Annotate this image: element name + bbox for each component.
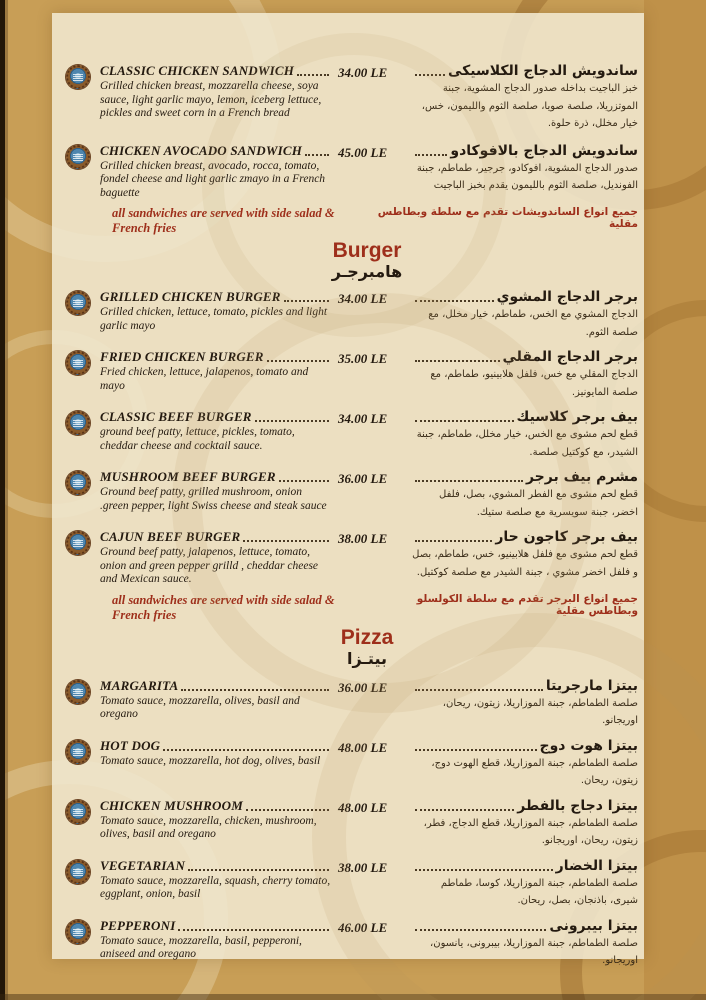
item-name-ar: بيتزا الخضار [555, 857, 638, 874]
item-price: 36.00 LE [338, 679, 388, 695]
item-desc-en: Tomato sauce, mozzarella, squash, cherry tomato, eggplant, onion, basil [100, 874, 331, 901]
item-name-en: FRIED CHICKEN BURGER [100, 349, 264, 365]
item-desc-en: Grilled chicken, lettuce, tomato, pickles and light garlic mayo [100, 306, 328, 332]
note-text-en: all sandwiches are served with side salad & French fries [112, 592, 335, 622]
section-title-en: Pizza [340, 625, 394, 649]
restaurant-seal-icon [66, 680, 90, 704]
note-text-en: all sandwiches are served with side salad & French fries [112, 206, 335, 236]
note-text-ar: جميع انواع الساندويشات تقدم مع سلطة وبطاطس مقلية [377, 206, 638, 231]
item-name-en: CLASSIC CHICKEN SANDWICH [100, 63, 295, 78]
item-name-ar: ساندويش الدجاج الكلاسيكى [447, 63, 638, 79]
note-text-ar: جميع انواع البرجر تقدم مع سلطة الكولسلو وبطاطس مقلية [416, 592, 638, 617]
item-name-ar: بيتزا دجاج بالفطر [517, 797, 638, 814]
restaurant-seal-icon [66, 145, 90, 169]
item-name-ar: بيف برجر كاجون حار [495, 529, 638, 546]
restaurant-seal-icon [66, 65, 90, 89]
restaurant-seal-icon [66, 920, 90, 944]
section-title-ar: هامبرجـر [331, 262, 403, 282]
item-desc-ar: قطع لحم مشوى مع الفطر المشوي، بصل، فلفل اخضر، جبنة سويسرية مع صلصة ستيك. [439, 489, 638, 518]
item-name-en: MUSHROOM BEEF BURGER [100, 469, 276, 485]
dotted-leader [178, 929, 329, 931]
item-desc-ar: صلصة الطماطم، جبنة الموزاريلا، بيبرونى، يانسون، اوريجانو. [430, 937, 638, 967]
item-price: 45.00 LE [338, 144, 388, 160]
item-name-en: CHICKEN AVOCADO SANDWICH [100, 142, 303, 158]
item-desc-en: Tomato sauce, mozzarella, olives, basil and oregano [100, 694, 300, 721]
restaurant-seal-icon [66, 471, 90, 495]
item-name-ar: برجر الدجاج المقلي [502, 349, 638, 366]
item-desc-en: Grilled chicken breast, avocado, rocca, tomato, fondel cheese and light garlic zmayo in a French baguette [100, 159, 326, 199]
restaurant-seal-icon [66, 800, 90, 824]
item-name-ar: برجر الدجاج المشوي [496, 289, 638, 306]
item-desc-ar: الدجاج المشوي مع الخس، طماطم، خيار مخلل، مع صلصة الثوم. [428, 309, 638, 338]
item-price: 48.00 LE [338, 799, 388, 815]
item-name-ar: مشرم بيف برجر [525, 469, 638, 486]
item-name-en: MARGARITA [100, 677, 179, 693]
item-name-en: PEPPERONI [100, 917, 176, 933]
item-desc-en: Grilled chicken breast, mozzarella cheese, soya sauce, light garlic mayo, lemon, iceberg lettuce, pickles and sweet corn in a French bread [100, 80, 322, 120]
item-name-ar: بيتزا هوت دوج [539, 737, 638, 754]
item-name-en: GRILLED CHICKEN BURGER [100, 289, 281, 305]
item-name-en: CAJUN BEEF BURGER [100, 529, 241, 545]
item-price: 46.00 LE [338, 919, 388, 935]
item-price: 48.00 LE [338, 739, 388, 755]
restaurant-seal-icon [66, 351, 90, 375]
item-price: 35.00 LE [338, 351, 388, 367]
decor-faint-ring [202, 33, 506, 337]
section-title-en: Burger [332, 239, 402, 263]
item-name-en: VEGETARIAN [100, 857, 186, 873]
item-desc-ar: صلصة الطماطم، جبنة الموزاريلا، قطع الهوت دوج، زيتون، ريحان. [431, 757, 638, 787]
item-price: 34.00 LE [338, 291, 388, 307]
item-desc-en: Tomato sauce, mozzarella, hot dog, olives, basil [100, 754, 321, 767]
restaurant-seal-icon [66, 531, 90, 555]
item-desc-en: Fried chicken, lettuce, jalapenos, tomato and mayo [100, 366, 309, 392]
restaurant-seal-icon [66, 291, 90, 315]
item-name-ar: بيتزا مارجريتا [545, 677, 638, 694]
item-desc-ar: خبز الباجيت بداخله صدور الدجاج المشوية، جبنة الموتزريلا، صلصة صويا، صلصة الثوم والليمون، خس، خيار مخلل، ذرة حلوة. [421, 83, 638, 129]
item-desc-en: Tomato sauce, mozzarella, basil, pepperoni, aniseed and oregano [100, 934, 302, 961]
item-name-en: CHICKEN MUSHROOM [100, 797, 243, 813]
item-desc-ar: صلصة الطماطم، جبنة الموزاريلا، قطع الدجاج، فطر، زيتون، ريحان، اوريجانو. [423, 817, 638, 847]
item-desc-ar: صلصة الطماطم، جبنة الموزاريلا، كوسا، طماطم شيرى، باذنجان، بصل، ريحان. [440, 877, 638, 907]
item-price: 34.00 LE [338, 65, 388, 80]
item-desc-ar: صدور الدجاج المشوية، افوكادو، جرجير، طماطم، جبنة الفونديل، صلصة الثوم بالليمون يقدم بخبز الباجيت [416, 162, 638, 191]
item-desc-en: ground beef patty, lettuce, pickles, tomato, cheddar cheese and cocktail sauce. [100, 426, 295, 452]
item-desc-ar: قطع لحم مشوى مع فلفل هلابينيو، خس، طماطم، بصل و فلفل اخضر مشوي ، جبنة الشيدر مع صلصة كوكتيل. [412, 549, 638, 578]
item-price: 36.00 LE [338, 471, 388, 487]
item-desc-ar: صلصة الطماطم، جبنة الموزاريلا، زيتون، ريحان، اوريجانو. [442, 697, 638, 727]
item-name-ar: بيتزا بيبرونى [549, 917, 638, 934]
restaurant-seal-icon [66, 740, 90, 764]
item-name-ar: ساندويش الدجاج بالافوكادو [450, 142, 638, 159]
item-name-ar: بيف برجر كلاسيك [516, 409, 638, 426]
item-name-en: CLASSIC BEEF BURGER [100, 409, 252, 425]
page-spine-highlight [5, 0, 8, 1000]
restaurant-seal-icon [66, 411, 90, 435]
item-price: 38.00 LE [338, 859, 388, 875]
menu-content-panel [52, 13, 644, 967]
dotted-leader [163, 749, 329, 751]
dotted-leader [188, 869, 329, 871]
item-desc-ar: قطع لحم مشوى مع الخس، خيار مخلل، طماطم، جبنة الشيدر، مع كوكتيل صلصة. [416, 429, 638, 458]
item-desc-en: Ground beef patty, jalapenos, lettuce, tomato, onion and green pepper grilld , cheddar cheese and Mexican sauce. [100, 546, 319, 586]
item-desc-ar: الدجاج المقلي مع خس، فلفل هلابينيو، طماطم، مع صلصة المايونيز. [430, 369, 638, 398]
item-desc-en: Tomato sauce, mozzarella, chicken, mushroom, olives, basil and oregano [100, 814, 317, 841]
item-name-en: HOT DOG [100, 737, 161, 753]
section-title-ar: بيتـزا [347, 648, 387, 668]
item-price: 34.00 LE [338, 411, 388, 427]
item-desc-en: Ground beef patty, grilled mushroom, onion .green pepper, light Swiss cheese and steak sauce [100, 486, 327, 512]
restaurant-seal-icon [66, 860, 90, 884]
item-price: 38.00 LE [338, 531, 388, 547]
